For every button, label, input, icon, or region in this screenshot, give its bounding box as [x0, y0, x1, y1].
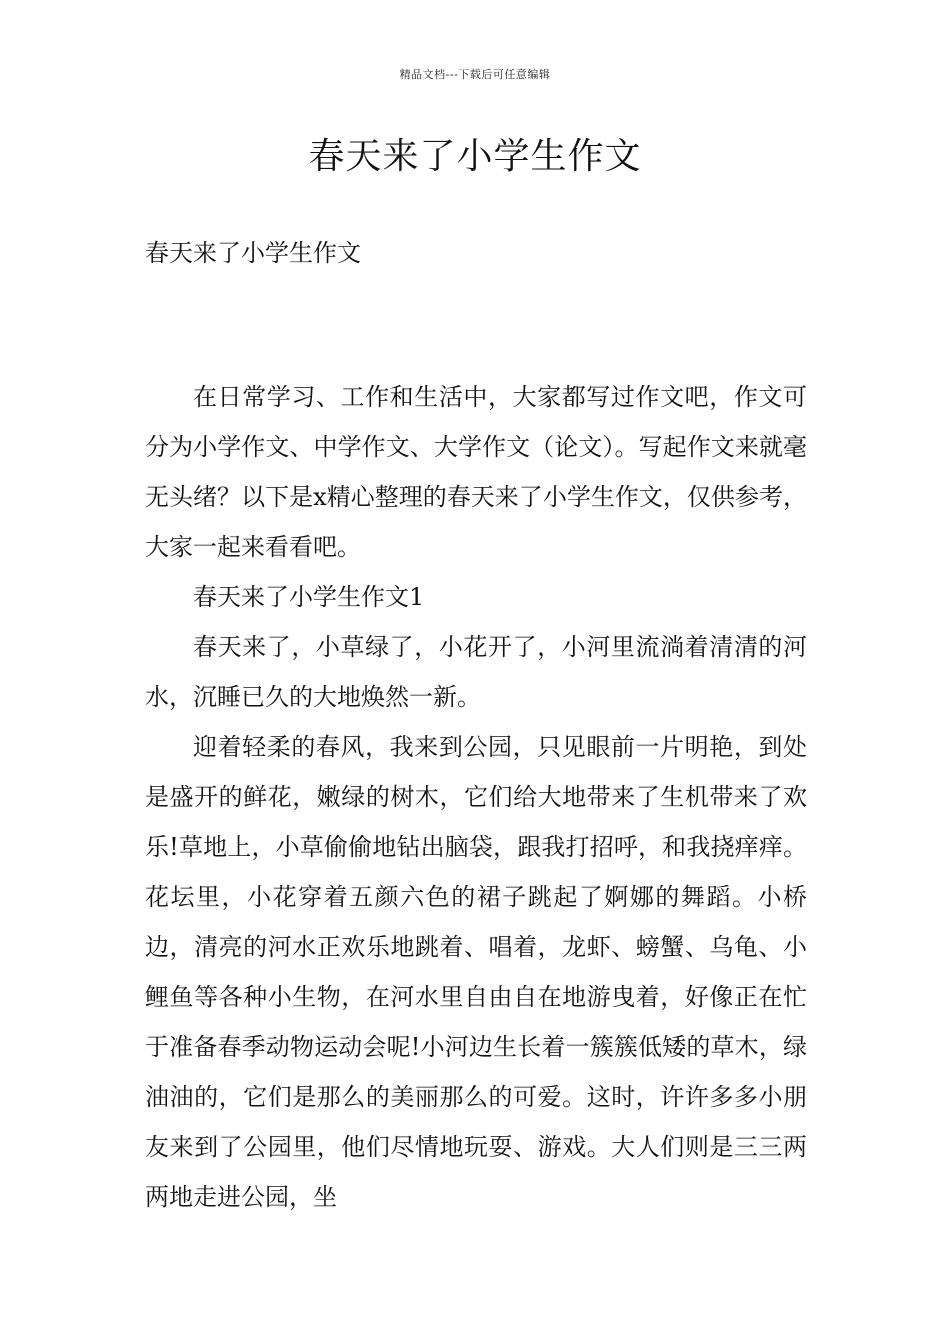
document-subtitle: 春天来了小学生作文: [145, 239, 361, 267]
header-note: 精品文档---下载后可任意编辑: [399, 68, 551, 81]
body-paragraph: 春天来了，小草绿了，小花开了，小河里流淌着清清的河水，沉睡已久的大地焕然一新。: [145, 633, 807, 711]
document-body: [145, 372, 807, 1222]
section-heading: 春天来了小学生作文1: [193, 583, 425, 611]
intro-paragraph: 在日常学习、工作和生活中，大家都写过作文吧，作文可分为小学作文、中学作文、大学作文（论文）。写起作文来就毫无头绪？以下是x精心整理的春天来了小学生作文，仅供参考，大家一起来看看吧。: [145, 383, 807, 561]
document-title: 春天来了小学生作文: [308, 136, 642, 177]
body-paragraph: 迎着轻柔的春风，我来到公园，只见眼前一片明艳，到处是盛开的鲜花，嫩绿的树木，它们给大地带来了生机带来了欢乐!草地上，小草偷偷地钻出脑袋，跟我打招呼，和我挠痒痒。花坛里，小花穿着五颜六色的裙子跳起了婀娜的舞蹈。小桥边，清亮的河水正欢乐地跳着、唱着，龙虾、螃蟹、乌龟、小鲤鱼等各种小生物，在河水里自由自在地游曳着，好像正在忙于准备春季动物运动会呢!小河边生长着一簇簇低矮的草木，绿油油的，它们是那么的美丽那么的可爱。这时，许许多多小朋友来到了公园里，他们尽情地玩耍、游戏。大人们则是三三两两地走进公园，坐: [145, 733, 807, 1211]
